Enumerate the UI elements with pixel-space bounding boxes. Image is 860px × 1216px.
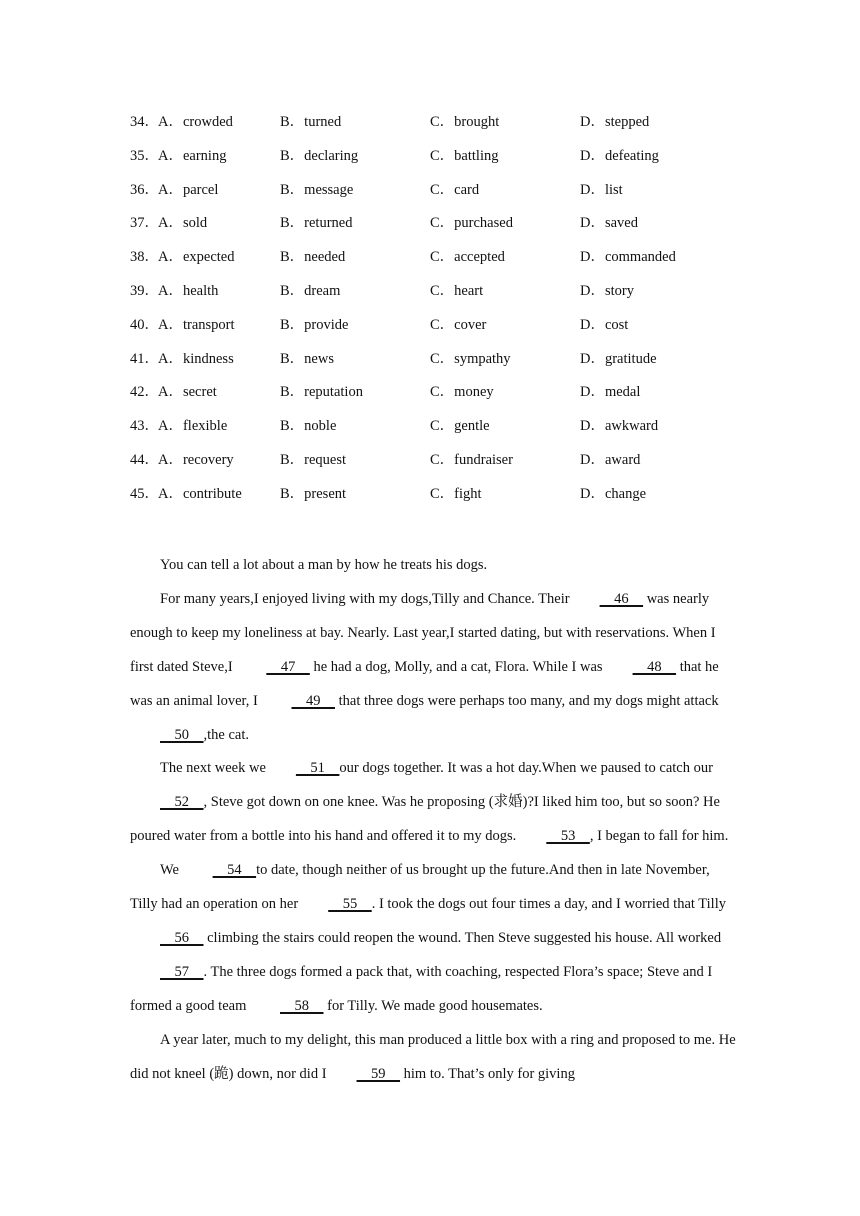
blank-49: 49 (291, 692, 335, 709)
option-c: C．card (430, 181, 480, 198)
question-row (130, 415, 770, 449)
option-d: D．awkward (580, 418, 659, 435)
passage-text: , I began to fall for him. (589, 828, 729, 845)
passage-text: for Tilly. We made good housemates. (323, 997, 543, 1014)
question-number: 34． (130, 114, 159, 130)
question-row (130, 246, 770, 280)
option-d: D．defeating (580, 147, 659, 164)
option-b: B．noble (280, 418, 337, 435)
blank-48: 48 (632, 658, 677, 675)
passage-text: he had a dog, Molly, and a cat, Flora. While I was (309, 658, 603, 675)
passage-text: our dogs together. It was a hot day.When we paused to catch our (339, 760, 713, 777)
option-a: A．sold (158, 215, 208, 232)
question-number: 35． (130, 147, 159, 164)
option-b: B．reputation (280, 384, 363, 401)
option-c: C．brought (430, 114, 500, 130)
question-row (130, 111, 770, 145)
blank-53: 53 (546, 828, 590, 845)
option-c: C．heart (430, 282, 484, 299)
blank-50: 50 (160, 726, 204, 743)
option-c: C．purchased (430, 215, 513, 232)
passage-text: that three dogs were perhaps too many, and my dogs might attack (334, 692, 719, 709)
option-c: C．sympathy (430, 350, 511, 367)
question-number: 45． (130, 485, 159, 502)
option-d: D．commanded (580, 249, 676, 266)
option-a: A．recovery (158, 451, 234, 468)
passage-text: that he was an animal lover, I (130, 658, 719, 709)
option-a: A．health (158, 282, 219, 299)
cloze-passage (130, 549, 740, 1092)
option-c: C．battling (430, 147, 499, 164)
question-row (130, 449, 770, 483)
option-a: A．secret (158, 384, 217, 401)
option-b: B．request (280, 451, 347, 468)
passage-paragraph (130, 854, 740, 1024)
blank-52: 52 (160, 794, 204, 811)
option-c: C．money (430, 384, 494, 401)
option-a: A．contribute (158, 485, 242, 502)
option-a: A．kindness (158, 350, 234, 367)
option-b: B．declaring (280, 147, 359, 164)
passage-text: . The three dogs formed a pack that, with coaching, respected Flora’s space; Steve and I formed a good team (130, 963, 713, 1014)
option-d: D．medal (580, 384, 641, 401)
passage-text: You can tell a lot about a man by how he treats his dogs. (160, 557, 488, 573)
blank-56: 56 (160, 929, 204, 946)
option-d: D．saved (580, 215, 638, 232)
option-a: A．transport (158, 316, 235, 333)
question-row (130, 145, 770, 179)
question-row (130, 483, 770, 517)
option-c: C．gentle (430, 418, 490, 435)
question-row (130, 314, 770, 348)
question-row (130, 381, 770, 415)
question-number: 44． (130, 451, 159, 468)
question-number: 37． (130, 215, 159, 232)
option-d: D．award (580, 451, 641, 468)
option-a: A．crowded (158, 114, 233, 130)
option-b: B．turned (280, 114, 342, 130)
passage-text: For many years,I enjoyed living with my dogs,Tilly and Chance. Their (160, 590, 570, 607)
blank-55: 55 (328, 896, 372, 913)
question-number: 43． (130, 418, 159, 435)
question-row (130, 212, 770, 246)
passage-text: We (160, 862, 183, 879)
blank-54: 54 (212, 862, 257, 879)
option-d: D．gratitude (580, 350, 657, 367)
option-a: A．parcel (158, 181, 219, 198)
blank-51: 51 (295, 760, 340, 777)
question-number: 38． (130, 249, 159, 266)
passage-text: was nearly enough to keep my loneliness at bay. Nearly. Last year,I started dating, but with reservations. When I first dated Steve,I (130, 590, 716, 675)
question-row (130, 179, 770, 213)
option-c: C．fundraiser (430, 451, 513, 468)
passage-paragraph (130, 1024, 740, 1092)
blank-58: 58 (280, 997, 324, 1014)
option-b: B．present (280, 485, 347, 502)
passage-text: A year later, much to my delight, this man produced a little box with a ring and proposed to me. He did not kneel (跪) down, nor did I (130, 1031, 736, 1082)
option-b: B．message (280, 181, 354, 198)
option-b: B．provide (280, 316, 349, 333)
question-number: 42． (130, 384, 159, 401)
blank-59: 59 (356, 1065, 401, 1082)
passage-text: ,the cat. (203, 726, 249, 743)
passage-text: to date, though neither of us brought up the future.And then in late November, Tilly had an operation on her (130, 862, 710, 913)
passage-text: him to. That’s only for giving (400, 1065, 575, 1082)
option-d: D．cost (580, 316, 629, 333)
passage-text: , Steve got down on one knee. Was he proposing (求婚)?I liked him too, but so soon? He poured water from a bottle into his hand and offered it to my dogs. (130, 794, 720, 845)
question-row (130, 280, 770, 314)
option-c: C．accepted (430, 249, 505, 266)
question-number: 40． (130, 316, 159, 333)
option-d: D．story (580, 282, 634, 299)
question-number: 39． (130, 282, 159, 299)
option-d: D．stepped (580, 114, 650, 130)
blank-57: 57 (160, 963, 204, 980)
options-list (130, 111, 770, 517)
option-a: A．earning (158, 147, 227, 164)
passage-paragraph (130, 583, 740, 753)
passage-text: climbing the stairs could reopen the wound. Then Steve suggested his house. All worked (203, 929, 722, 946)
question-number: 41． (130, 350, 159, 367)
option-d: D．change (580, 485, 647, 502)
option-c: C．fight (430, 485, 482, 502)
option-a: A．flexible (158, 418, 228, 435)
passage-paragraph (130, 549, 740, 583)
option-b: B．returned (280, 215, 353, 232)
passage-text: The next week we (160, 760, 266, 777)
option-b: B．news (280, 350, 334, 367)
option-a: A．expected (158, 249, 235, 266)
question-number: 36． (130, 181, 159, 198)
option-b: B．dream (280, 282, 341, 299)
option-d: D．list (580, 181, 623, 198)
passage-text: . I took the dogs out four times a day, and I worried that Tilly (371, 896, 726, 913)
blank-46: 46 (599, 590, 644, 607)
question-row (130, 348, 770, 382)
option-b: B．needed (280, 249, 346, 266)
option-c: C．cover (430, 316, 487, 333)
blank-47: 47 (266, 658, 310, 675)
passage-paragraph (130, 752, 740, 854)
